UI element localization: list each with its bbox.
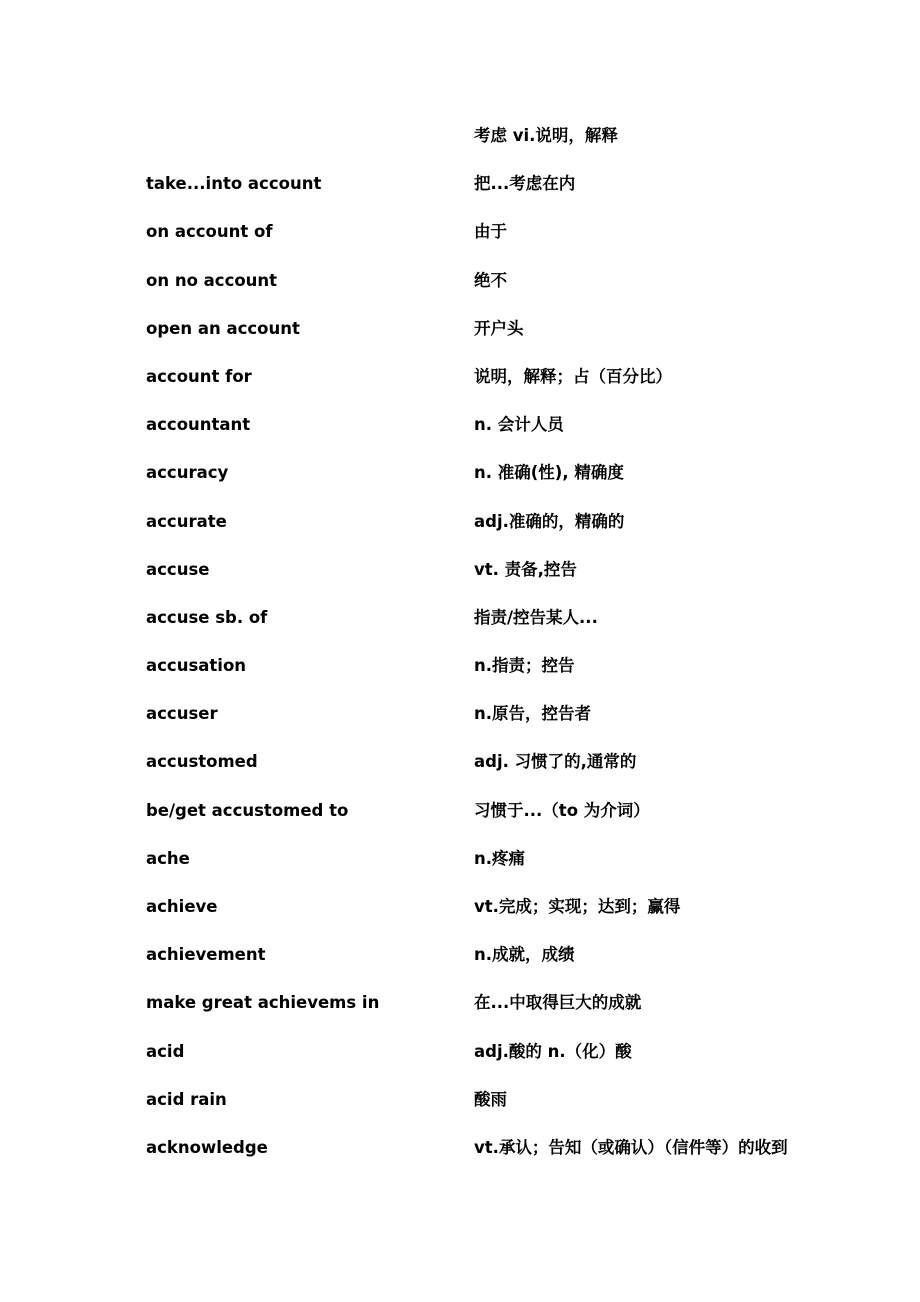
- vocab-term: accurate: [146, 511, 227, 531]
- vocab-term: take...into account: [146, 174, 322, 194]
- vocab-term: acid rain: [146, 1089, 227, 1109]
- vocab-meaning: vt.承认；告知（或确认）（信件等）的收到: [474, 1137, 788, 1157]
- vocab-term: acknowledge: [146, 1137, 268, 1157]
- vocab-term: on account of: [146, 222, 273, 242]
- vocab-term: make great achievems in: [146, 993, 380, 1013]
- vocab-row-13: [146, 749, 846, 797]
- vocab-row-10: [146, 605, 846, 653]
- vocab-row-1: [146, 171, 846, 219]
- vocab-row-12: [146, 701, 846, 749]
- vocab-meaning: 指责/控告某人...: [474, 607, 598, 627]
- vocab-row-7: [146, 460, 846, 508]
- vocab-term: accusation: [146, 656, 247, 676]
- vocab-row-14: [146, 798, 846, 846]
- vocab-row-11: [146, 653, 846, 701]
- vocab-row-18: [146, 990, 846, 1038]
- vocab-meaning: 开户头: [474, 318, 524, 338]
- vocab-row-8: [146, 509, 846, 557]
- vocab-term: accuse sb. of: [146, 607, 268, 627]
- vocab-term: accuser: [146, 704, 218, 724]
- vocab-row-16: [146, 894, 846, 942]
- vocab-meaning: adj.酸的 n.（化）酸: [474, 1041, 632, 1061]
- vocab-meaning: 考虑 vi.说明，解释: [474, 126, 618, 145]
- vocab-meaning: n. 准确(性), 精确度: [474, 463, 624, 483]
- vocab-meaning: 绝不: [474, 270, 507, 290]
- vocab-meaning: adj. 习惯了的,通常的: [474, 752, 637, 772]
- vocab-term: achievement: [146, 945, 266, 965]
- vocab-meaning: 说明，解释；占（百分比）: [474, 366, 672, 386]
- vocab-row-20: [146, 1087, 846, 1135]
- vocab-term: accustomed: [146, 752, 258, 772]
- vocab-term: accountant: [146, 415, 251, 435]
- vocab-meaning: n.疼痛: [474, 848, 526, 868]
- vocab-meaning: 由于: [474, 222, 507, 242]
- vocab-term: achieve: [146, 897, 218, 916]
- vocab-term: open an account: [146, 318, 300, 338]
- vocab-meaning: n.成就，成绩: [474, 945, 575, 965]
- vocab-term: be/get accustomed to: [146, 800, 349, 820]
- vocab-row-0: [146, 123, 846, 171]
- vocab-row-15: [146, 846, 846, 894]
- vocab-meaning: 酸雨: [474, 1089, 507, 1109]
- vocab-row-4: [146, 316, 846, 364]
- vocab-meaning: 把...考虑在内: [474, 174, 576, 194]
- vocab-meaning: vt. 责备,控告: [474, 559, 577, 579]
- vocab-term: acid: [146, 1041, 185, 1061]
- vocab-term: accuse: [146, 559, 210, 579]
- vocab-row-21: [146, 1135, 846, 1183]
- vocab-meaning: n.指责；控告: [474, 656, 575, 676]
- vocab-row-5: [146, 364, 846, 412]
- vocab-meaning: adj.准确的，精确的: [474, 511, 625, 531]
- vocab-meaning: 在...中取得巨大的成就: [474, 993, 642, 1013]
- vocabulary-list: [146, 123, 846, 1183]
- vocab-row-9: [146, 557, 846, 605]
- vocab-term: ache: [146, 848, 190, 868]
- vocab-row-6: [146, 412, 846, 460]
- vocab-row-17: [146, 942, 846, 990]
- vocab-term: accuracy: [146, 463, 229, 483]
- vocab-row-2: [146, 219, 846, 267]
- vocab-row-3: [146, 268, 846, 316]
- vocab-term: on no account: [146, 270, 278, 290]
- vocab-meaning: n.原告，控告者: [474, 704, 592, 724]
- vocab-meaning: 习惯于...（to 为介词）: [474, 800, 650, 820]
- vocab-term: account for: [146, 366, 252, 386]
- vocab-row-19: [146, 1039, 846, 1087]
- vocab-meaning: n. 会计人员: [474, 415, 564, 435]
- vocab-meaning: vt.完成；实现；达到；赢得: [474, 897, 681, 916]
